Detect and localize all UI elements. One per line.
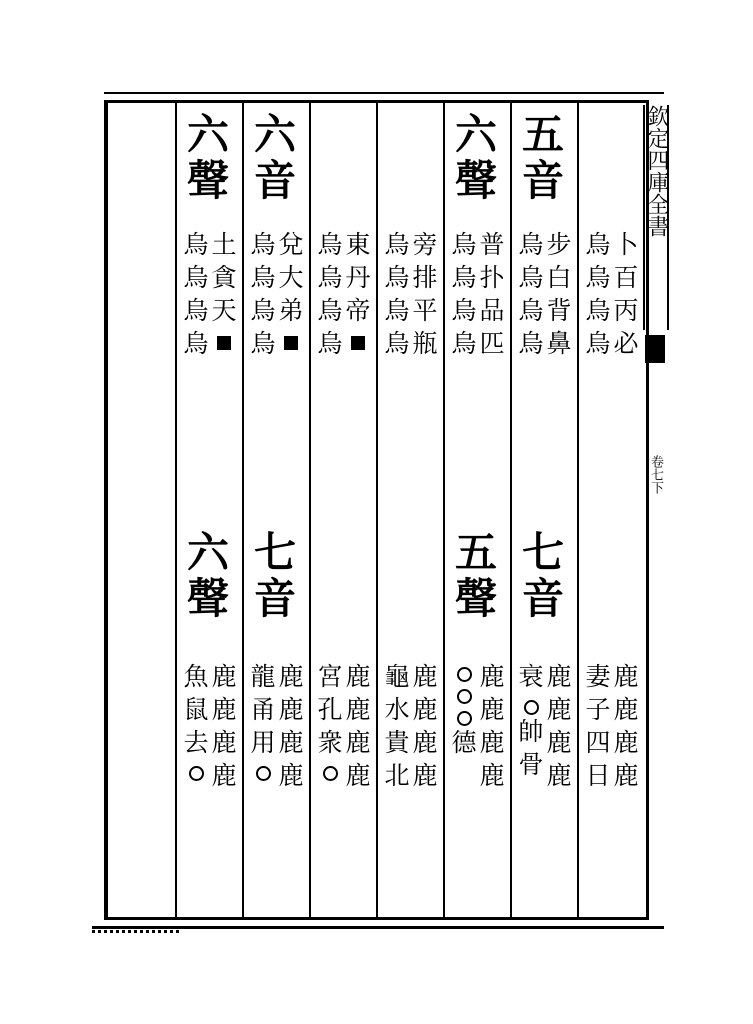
annotation-char: 排 <box>412 263 438 292</box>
annotation-char: 烏 <box>250 263 276 292</box>
annotation-block <box>585 228 639 360</box>
annotation-char: 白 <box>546 263 572 292</box>
black-square-mark <box>284 336 298 350</box>
annotation-char: 烏 <box>585 296 611 325</box>
column-heading <box>511 530 575 622</box>
annotation-line <box>278 660 304 792</box>
annotation-char: 丹 <box>345 263 371 292</box>
empty-circle-mark <box>457 667 472 682</box>
heading-char: 音 <box>521 156 564 205</box>
annotation-char: 烏 <box>451 329 477 358</box>
annotation-char: 烏 <box>250 296 276 325</box>
annotation-char: 鹿 <box>211 761 237 790</box>
annotation-char: 孔 <box>317 695 343 724</box>
annotation-char: 烏 <box>585 329 611 358</box>
column-heading <box>511 112 575 204</box>
annotation-char: 步 <box>546 230 572 259</box>
heading-char: 聲 <box>186 574 229 623</box>
annotation-char: 貴 <box>384 728 410 757</box>
empty-circle-mark <box>323 766 338 781</box>
heading-char: 聲 <box>454 156 497 205</box>
annotation-block <box>384 228 438 360</box>
annotation-line <box>585 660 611 792</box>
empty-circle-mark <box>457 689 472 704</box>
annotation-char: 烏 <box>250 230 276 259</box>
annotation-char: 必 <box>613 329 639 358</box>
heading-char: 聲 <box>186 156 229 205</box>
bottom-rule <box>92 926 664 929</box>
annotation-char: 烏 <box>384 263 410 292</box>
margin-section-text: 卷七下 <box>648 455 663 494</box>
column-heading <box>243 530 307 622</box>
annotation-char: 骨 <box>518 750 544 779</box>
annotation-char: 鹿 <box>546 728 572 757</box>
annotation-char: 烏 <box>518 296 544 325</box>
annotation-char: 鹿 <box>412 662 438 691</box>
annotation-char: 烏 <box>384 230 410 259</box>
annotation-line <box>518 228 544 360</box>
annotation-char: 瓶 <box>412 329 438 358</box>
annotation-block <box>384 660 438 792</box>
annotation-char: 子 <box>585 695 611 724</box>
annotation-char: 烏 <box>451 230 477 259</box>
annotation-char: 東 <box>345 230 371 259</box>
annotation-line <box>451 228 477 360</box>
annotation-line <box>345 660 371 792</box>
empty-circle-mark <box>524 700 539 715</box>
heading-char: 聲 <box>454 574 497 623</box>
column-heading <box>176 112 240 204</box>
annotation-char: 鹿 <box>278 728 304 757</box>
annotation-line <box>211 228 237 360</box>
annotation-block <box>250 660 304 792</box>
heading-char: 六 <box>186 110 229 159</box>
column-divider <box>443 100 445 920</box>
annotation-char: 兌 <box>278 230 304 259</box>
annotation-line <box>250 660 276 792</box>
annotation-char: 土 <box>211 230 237 259</box>
annotation-char: 大 <box>278 263 304 292</box>
column-heading <box>444 112 508 204</box>
fish-tail-mark <box>645 335 665 363</box>
annotation-char: 烏 <box>317 296 343 325</box>
annotation-block <box>518 228 572 360</box>
annotation-char: 匹 <box>479 329 505 358</box>
annotation-char: 普 <box>479 230 505 259</box>
column-heading <box>444 530 508 622</box>
annotation-char: 品 <box>479 296 505 325</box>
annotation-block <box>317 228 371 360</box>
annotation-char: 背 <box>546 296 572 325</box>
annotation-char: 烏 <box>183 230 209 259</box>
annotation-line <box>250 228 276 360</box>
annotation-char: 鹿 <box>412 728 438 757</box>
annotation-line <box>479 660 505 792</box>
annotation-char: 衆 <box>317 728 343 757</box>
heading-char: 五 <box>521 110 564 159</box>
annotation-line <box>278 228 304 360</box>
column-divider <box>510 100 512 920</box>
annotation-char: 帝 <box>345 296 371 325</box>
column-divider <box>577 100 579 920</box>
annotation-char: 水 <box>384 695 410 724</box>
annotation-char: 鹿 <box>412 695 438 724</box>
annotation-char: 鹿 <box>546 761 572 790</box>
annotation-char: 烏 <box>317 263 343 292</box>
annotation-char: 鼻 <box>546 329 572 358</box>
empty-circle-mark <box>457 711 472 726</box>
annotation-char: 烏 <box>183 296 209 325</box>
annotation-char: 烏 <box>317 329 343 358</box>
annotation-char: 鹿 <box>278 761 304 790</box>
annotation-char: 鹿 <box>345 695 371 724</box>
annotation-line <box>183 228 209 360</box>
annotation-char: 烏 <box>518 230 544 259</box>
annotation-char: 鹿 <box>412 761 438 790</box>
annotation-char: 鹿 <box>479 695 505 724</box>
column-divider <box>175 100 177 920</box>
annotation-block <box>183 660 237 792</box>
annotation-line <box>211 660 237 792</box>
annotation-char: 帥 <box>518 717 544 746</box>
annotation-char: 鼠 <box>183 695 209 724</box>
margin-title-text: 欽定四庫全書 <box>644 105 669 237</box>
heading-char: 七 <box>253 528 296 577</box>
annotation-char: 甬 <box>250 695 276 724</box>
annotation-char: 鹿 <box>613 695 639 724</box>
annotation-char: 鹿 <box>613 728 639 757</box>
annotation-line <box>317 228 343 360</box>
empty-circle-mark <box>189 766 204 781</box>
annotation-char: 鹿 <box>613 662 639 691</box>
annotation-block <box>585 660 639 792</box>
top-rule <box>104 92 664 94</box>
annotation-char: 天 <box>211 296 237 325</box>
annotation-char: 鹿 <box>479 662 505 691</box>
annotation-char: 龜 <box>384 662 410 691</box>
annotation-char: 平 <box>412 296 438 325</box>
annotation-char: 去 <box>183 728 209 757</box>
annotation-char: 扑 <box>479 263 505 292</box>
annotation-char: 鹿 <box>345 728 371 757</box>
column-divider <box>242 100 244 920</box>
heading-char: 音 <box>253 574 296 623</box>
margin-section <box>647 455 663 494</box>
annotation-block <box>451 660 505 792</box>
heading-char: 六 <box>253 110 296 159</box>
annotation-char: 烏 <box>585 263 611 292</box>
annotation-block <box>317 660 371 792</box>
annotation-block <box>250 228 304 360</box>
annotation-char: 旁 <box>412 230 438 259</box>
annotation-char: 烏 <box>384 296 410 325</box>
annotation-line <box>613 660 639 792</box>
heading-char: 七 <box>521 528 564 577</box>
heading-char: 六 <box>454 110 497 159</box>
annotation-char: 鹿 <box>278 662 304 691</box>
annotation-line <box>613 228 639 360</box>
annotation-char: 四 <box>585 728 611 757</box>
annotation-char: 百 <box>613 263 639 292</box>
annotation-char: 鹿 <box>278 695 304 724</box>
annotation-line <box>183 660 209 792</box>
annotation-char: 鹿 <box>211 728 237 757</box>
black-square-mark <box>351 336 365 350</box>
annotation-line <box>384 660 410 792</box>
annotation-line <box>585 228 611 360</box>
annotation-char: 卜 <box>613 230 639 259</box>
annotation-char: 烏 <box>585 230 611 259</box>
annotation-char: 鹿 <box>479 761 505 790</box>
annotation-block <box>451 228 505 360</box>
annotation-line <box>317 660 343 792</box>
annotation-char: 宮 <box>317 662 343 691</box>
margin-title <box>643 105 669 330</box>
column-heading <box>243 112 307 204</box>
empty-circle-mark <box>256 766 271 781</box>
annotation-char: 丙 <box>613 296 639 325</box>
annotation-char: 烏 <box>183 263 209 292</box>
annotation-char: 龍 <box>250 662 276 691</box>
annotation-char: 鹿 <box>211 695 237 724</box>
annotation-char: 鹿 <box>546 695 572 724</box>
annotation-line <box>518 660 544 792</box>
annotation-char: 鹿 <box>211 662 237 691</box>
annotation-line <box>384 228 410 360</box>
annotation-char: 烏 <box>451 296 477 325</box>
annotation-char: 貪 <box>211 263 237 292</box>
annotation-char: 烏 <box>250 329 276 358</box>
column-divider <box>376 100 378 920</box>
annotation-char: 魚 <box>183 662 209 691</box>
heading-char: 音 <box>253 156 296 205</box>
annotation-line <box>546 228 572 360</box>
annotation-line <box>345 228 371 360</box>
annotation-block <box>183 228 237 360</box>
edge-noise <box>92 930 182 933</box>
annotation-char: 烏 <box>384 329 410 358</box>
column-divider <box>309 100 311 920</box>
heading-char: 五 <box>454 528 497 577</box>
annotation-line <box>451 660 477 792</box>
annotation-char: 日 <box>585 761 611 790</box>
annotation-char: 鹿 <box>345 761 371 790</box>
annotation-char: 鹿 <box>546 662 572 691</box>
annotation-line <box>412 228 438 360</box>
heading-char: 六 <box>186 528 229 577</box>
annotation-line <box>479 228 505 360</box>
annotation-char: 鹿 <box>345 662 371 691</box>
black-square-mark <box>217 336 231 350</box>
annotation-line <box>412 660 438 792</box>
annotation-char: 德 <box>451 728 477 757</box>
annotation-char: 用 <box>250 728 276 757</box>
annotation-char: 北 <box>384 761 410 790</box>
annotation-char: 烏 <box>451 263 477 292</box>
annotation-char: 烏 <box>518 329 544 358</box>
annotation-char: 妻 <box>585 662 611 691</box>
annotation-char: 鹿 <box>613 761 639 790</box>
annotation-char: 衰 <box>518 662 544 691</box>
column-heading <box>176 530 240 622</box>
annotation-char: 烏 <box>317 230 343 259</box>
annotation-char: 鹿 <box>479 728 505 757</box>
annotation-char: 弟 <box>278 296 304 325</box>
annotation-char: 烏 <box>183 329 209 358</box>
heading-char: 音 <box>521 574 564 623</box>
annotation-block <box>518 660 572 792</box>
annotation-line <box>546 660 572 792</box>
annotation-char: 烏 <box>518 263 544 292</box>
